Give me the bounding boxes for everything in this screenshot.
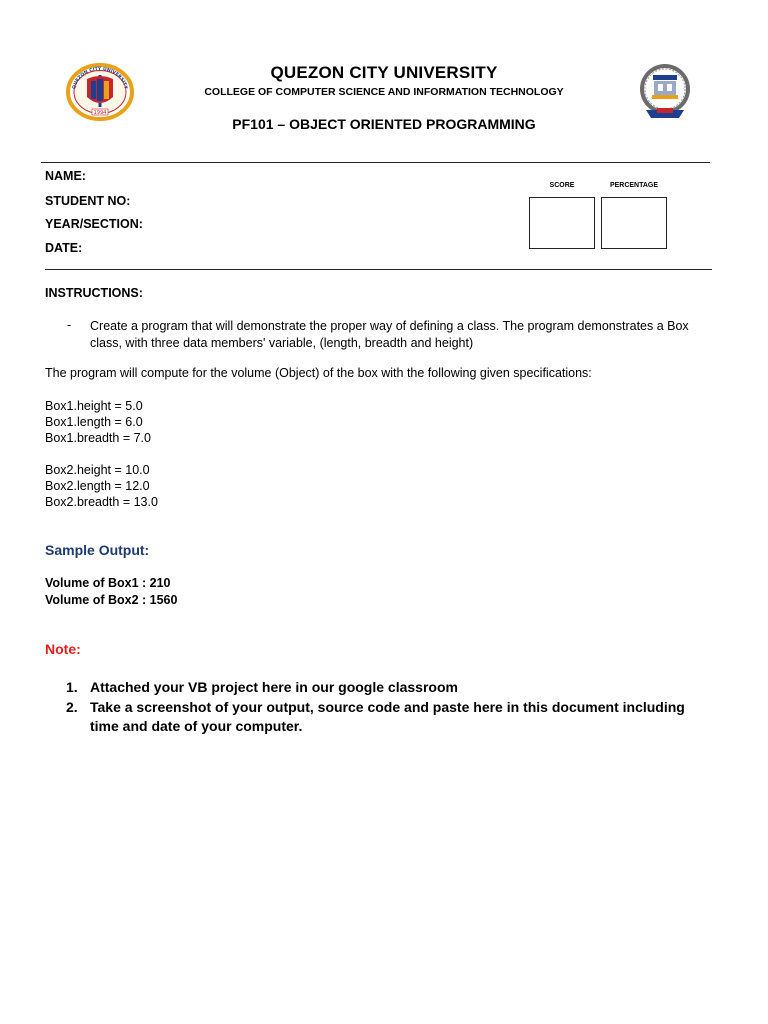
sample-output-line: Volume of Box2 : 1560 — [45, 593, 178, 607]
spec-line: Box2.breadth = 13.0 — [45, 495, 158, 509]
note-item-text: Take a screenshot of your output, source code and paste here in this document including time and date of your computer. — [90, 698, 685, 734]
bullet-dash: - — [67, 318, 72, 332]
note-item-number: 2. — [66, 698, 78, 715]
spec-line: Box1.length = 6.0 — [45, 415, 143, 429]
sample-output-line: Volume of Box1 : 210 — [45, 576, 171, 590]
instruction-bullet-text: Create a program that will demonstrate the proper way of defining a class. The program demonstrates a Box class, with three data members' variable, (length, breadth and height) — [90, 319, 689, 350]
seal-ring-text: QUEZON CITY UNIVERSITY — [72, 66, 128, 90]
name-field-label: NAME: — [45, 169, 86, 183]
note-list — [66, 678, 706, 737]
sample-output-title: Sample Output: — [45, 542, 150, 558]
note-item — [66, 698, 706, 737]
spec-line: Box1.height = 5.0 — [45, 399, 143, 413]
college-name: COLLEGE OF COMPUTER SCIENCE AND INFORMATION TECHNOLOGY — [204, 86, 564, 98]
year-section-field-label: YEAR/SECTION: — [45, 217, 143, 231]
instructions-title: INSTRUCTIONS: — [45, 286, 143, 300]
score-label: SCORE — [549, 182, 575, 189]
spec-line: Box2.height = 10.0 — [45, 463, 150, 477]
percentage-box — [601, 197, 667, 249]
header-divider — [41, 162, 710, 163]
note-item-text: Attached your VB project here in our google classroom — [90, 679, 458, 695]
student-no-field-label: STUDENT NO: — [45, 194, 131, 208]
percentage-label: PERCENTAGE — [609, 182, 659, 189]
seal-year-text: 1994 — [93, 110, 107, 116]
specification-paragraph: The program will compute for the volume (Object) of the box with the following given specifications: — [45, 366, 592, 380]
university-name: QUEZON CITY UNIVERSITY — [270, 63, 498, 82]
note-item — [66, 678, 706, 698]
spec-line: Box1.breadth = 7.0 — [45, 431, 151, 445]
fields-divider — [45, 269, 712, 270]
spec-line: Box2.length = 12.0 — [45, 479, 150, 493]
score-box — [529, 197, 595, 249]
date-field-label: DATE: — [45, 241, 83, 255]
note-title: Note: — [45, 641, 81, 657]
course-title: PF101 – OBJECT ORIENTED PROGRAMMING — [232, 116, 536, 132]
note-item-number: 1. — [66, 679, 78, 695]
